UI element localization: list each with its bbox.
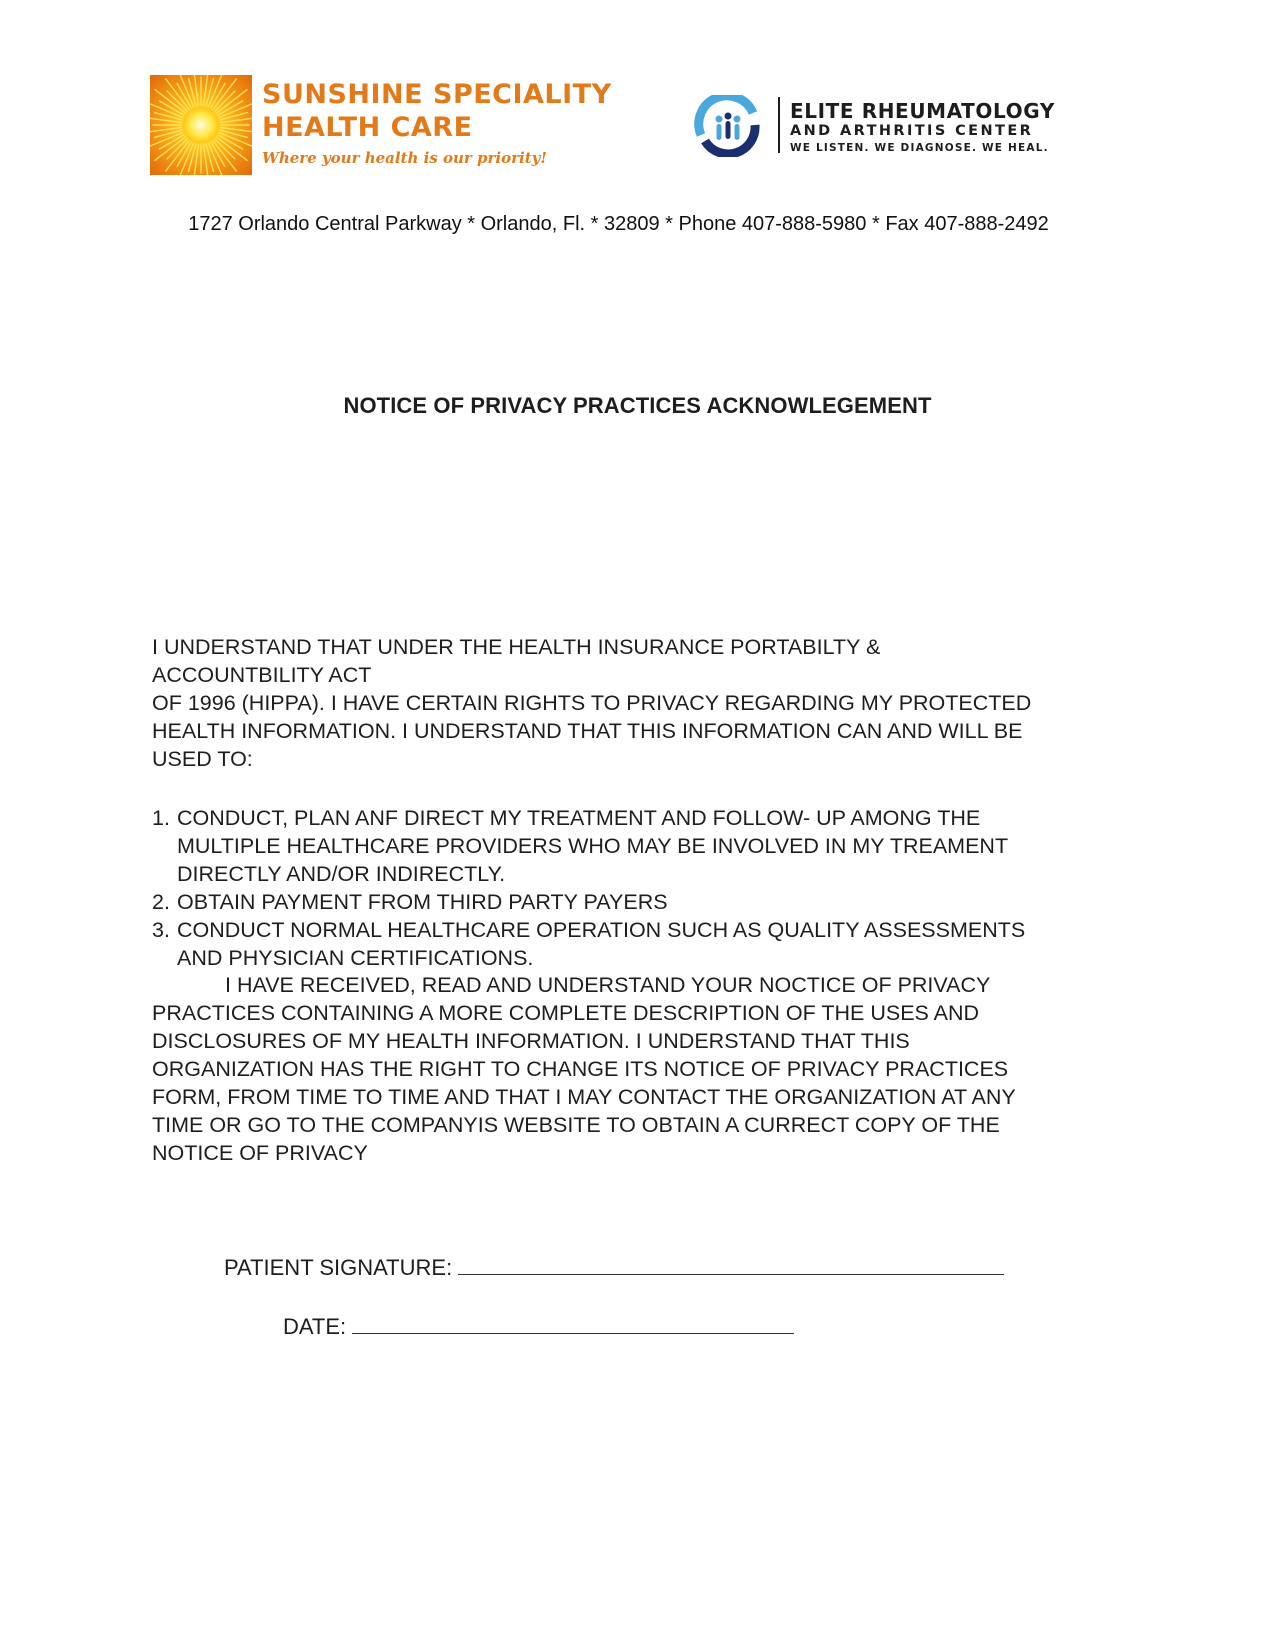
sunshine-name-line1: SUNSHINE SPECIALITY	[262, 79, 612, 110]
intro-line: ACCOUNTBILITY ACT	[152, 663, 372, 687]
list-line: DIRECTLY AND/OR INDIRECTLY.	[177, 862, 506, 886]
closing-line	[152, 971, 1092, 999]
page-title: NOTICE OF PRIVACY PRACTICES ACKNOWLEGEMENT	[343, 393, 932, 418]
date-field[interactable]	[352, 1313, 794, 1334]
list-line: OBTAIN PAYMENT FROM THIRD PARTY PAYERS	[177, 890, 668, 914]
closing-line: TIME OR GO TO THE COMPANYIS WEBSITE TO OBTAIN A CURRECT COPY OF THE	[152, 1113, 1000, 1137]
closing-line: FORM, FROM TIME TO TIME AND THAT I MAY CONTACT THE ORGANIZATION AT ANY	[152, 1085, 1016, 1109]
closing-paragraph	[152, 971, 1092, 1167]
people-circle-icon	[693, 95, 763, 162]
list-line: CONDUCT NORMAL HEALTHCARE OPERATION SUCH AS QUALITY ASSESSMENTS	[177, 918, 1026, 942]
patient-signature-row	[224, 1254, 1004, 1281]
list-line: MULTIPLE HEALTHCARE PROVIDERS WHO MAY BE INVOLVED IN MY TREAMENT	[177, 834, 1009, 858]
logo-divider	[778, 97, 780, 153]
closing-line: PRACTICES CONTAINING A MORE COMPLETE DESCRIPTION OF THE USES AND	[152, 1001, 980, 1025]
date-label: DATE:	[283, 1314, 347, 1339]
list-line: AND PHYSICIAN CERTIFICATIONS.	[177, 946, 534, 970]
intro-line: OF 1996 (HIPPA). I HAVE CERTAIN RIGHTS TO PRIVACY REGARDING MY PROTECTED	[152, 691, 1032, 715]
patient-signature-label: PATIENT SIGNATURE:	[224, 1255, 453, 1280]
list-line: CONDUCT, PLAN ANF DIRECT MY TREATMENT AND FOLLOW- UP AMONG THE	[177, 806, 981, 830]
closing-line: ORGANIZATION HAS THE RIGHT TO CHANGE ITS NOTICE OF PRIVACY PRACTICES	[152, 1057, 1009, 1081]
elite-logo	[693, 95, 1113, 165]
sunshine-tagline: Where your health is our priority!	[262, 149, 547, 167]
elite-name-line2: AND ARTHRITIS CENTER	[790, 123, 1034, 139]
sun-icon	[150, 75, 252, 175]
elite-tagline: WE LISTEN. WE DIAGNOSE. WE HEAL.	[790, 142, 1049, 154]
elite-name-line1: ELITE RHEUMATOLOGY	[790, 99, 1055, 123]
list-item	[152, 888, 1092, 916]
intro-line: USED TO:	[152, 747, 253, 771]
sunshine-logo	[150, 75, 625, 175]
patient-signature-field[interactable]	[458, 1254, 1004, 1275]
date-row	[283, 1313, 794, 1340]
closing-line: DISCLOSURES OF MY HEALTH INFORMATION. I UNDERSTAND THAT THIS	[152, 1029, 910, 1053]
closing-line: NOTICE OF PRIVACY	[152, 1141, 368, 1165]
intro-paragraph	[152, 633, 1092, 773]
list-number: 2.	[152, 890, 170, 914]
sunshine-name-line2: HEALTH CARE	[262, 112, 473, 143]
list-number: 3.	[152, 918, 170, 942]
list-number: 1.	[152, 806, 170, 830]
address-line: 1727 Orlando Central Parkway * Orlando, Fl. * 32809 * Phone 407-888-5980 * Fax 407-888-2492	[188, 213, 1049, 235]
intro-line: HEALTH INFORMATION. I UNDERSTAND THAT THIS INFORMATION CAN AND WILL BE	[152, 719, 1023, 743]
closing-line-text: I HAVE RECEIVED, READ AND UNDERSTAND YOUR NOCTICE OF PRIVACY	[225, 973, 991, 997]
list-item	[152, 804, 1092, 888]
intro-line: I UNDERSTAND THAT UNDER THE HEALTH INSURANCE PORTABILTY &	[152, 635, 881, 659]
list-item	[152, 916, 1092, 972]
usage-list	[152, 804, 1092, 972]
